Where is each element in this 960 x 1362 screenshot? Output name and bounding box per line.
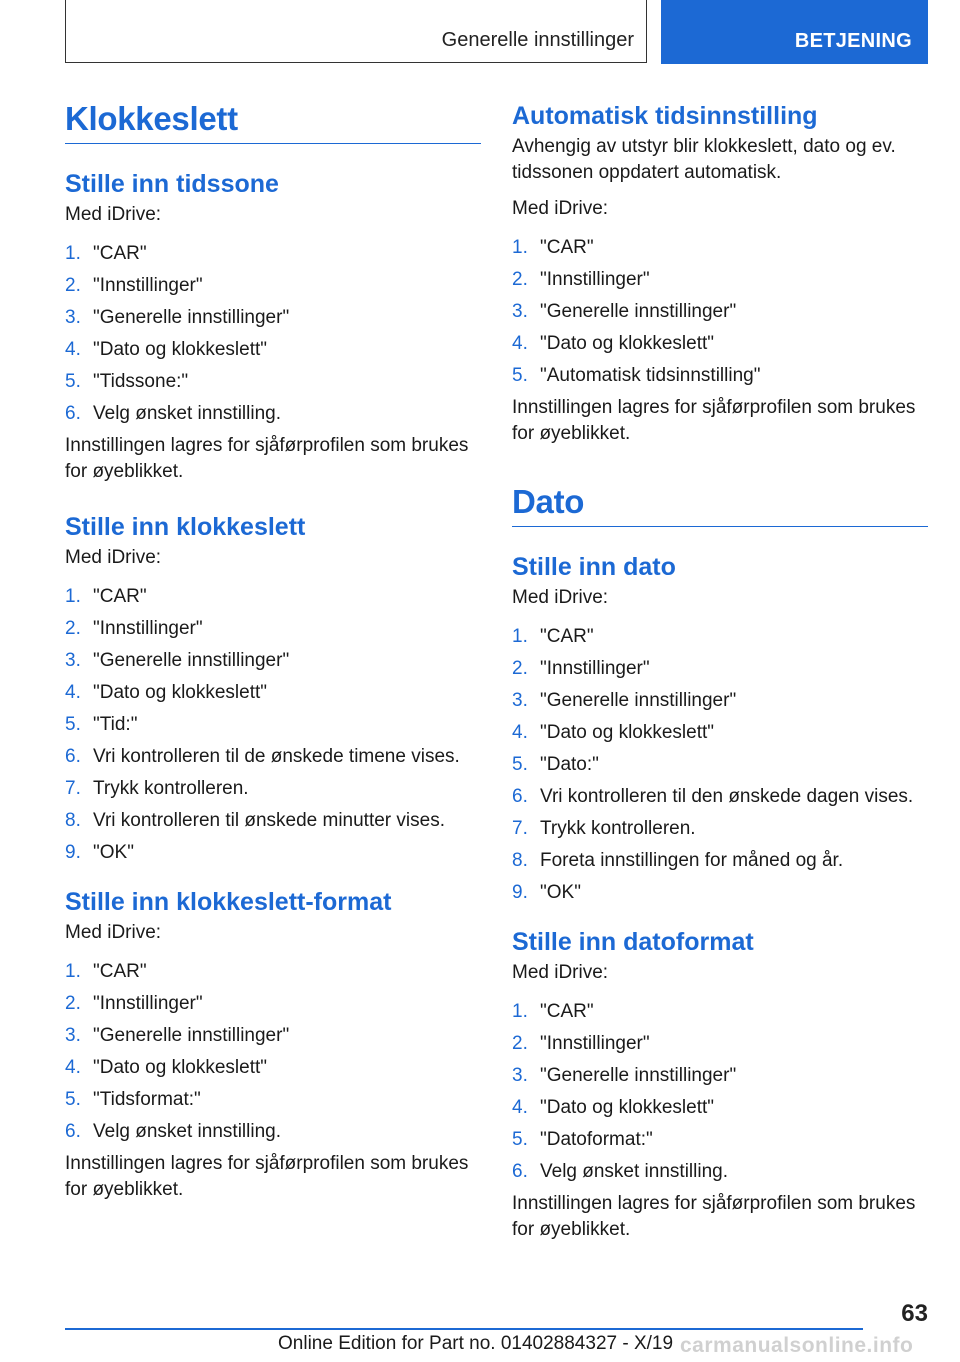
- step-text: "Dato og klokkeslett": [93, 1057, 268, 1078]
- step-number: 6.: [512, 1161, 528, 1182]
- list-item: [65, 805, 481, 837]
- step-text: Vri kontrolleren til den ønskede dagen vises.: [540, 786, 914, 807]
- list-item: [65, 1116, 481, 1148]
- step-text: "Generelle innstillinger": [540, 1065, 737, 1086]
- step-number: 4.: [512, 333, 528, 354]
- list-item: [65, 1052, 481, 1084]
- steps-list: [512, 621, 928, 909]
- note-text: Innstillingen lagres for sjåførprofilen som brukes for øyeblikket.: [65, 435, 469, 482]
- step-number: 2.: [512, 658, 528, 679]
- step-number: 3.: [65, 1025, 81, 1046]
- list-item: [65, 398, 481, 430]
- footer-edition: Online Edition for Part no. 01402884327 - X/19: [278, 1333, 674, 1354]
- step-number: 1.: [65, 586, 81, 607]
- page-number: 63: [901, 1300, 928, 1327]
- left-column: [65, 100, 481, 1203]
- description-text: Avhengig av utstyr blir klokkeslett, dato og ev. tidssonen oppdatert automatisk.: [512, 136, 896, 183]
- step-number: 2.: [512, 1033, 528, 1054]
- step-number: 4.: [512, 1097, 528, 1118]
- step-text: "CAR": [93, 243, 147, 264]
- page-header: [65, 0, 928, 64]
- intro-text: Med iDrive:: [512, 198, 609, 219]
- section-title: Generelle innstillinger: [441, 29, 634, 51]
- chapter-tab: [661, 0, 928, 64]
- list-item: [512, 717, 928, 749]
- intro-text: Med iDrive:: [65, 922, 162, 943]
- step-number: 6.: [65, 746, 81, 767]
- list-item: [65, 613, 481, 645]
- steps-list: [65, 238, 481, 430]
- step-text: "Dato og klokkeslett": [93, 682, 268, 703]
- step-number: 5.: [65, 371, 81, 392]
- intro-text: Med iDrive:: [512, 587, 609, 608]
- step-text: "Tid:": [93, 714, 138, 735]
- steps-list: [512, 996, 928, 1188]
- list-item: [512, 328, 928, 360]
- step-number: 8.: [512, 850, 528, 871]
- list-item: [512, 996, 928, 1028]
- right-column: [512, 100, 928, 1243]
- list-item: [512, 1092, 928, 1124]
- list-item: [65, 677, 481, 709]
- footer-divider: [65, 1328, 863, 1330]
- step-number: 1.: [512, 237, 528, 258]
- step-number: 5.: [512, 754, 528, 775]
- list-item: [65, 1020, 481, 1052]
- step-text: "OK": [540, 882, 581, 903]
- list-item: [512, 232, 928, 264]
- heading-tidssone: Stille inn tidssone: [65, 170, 279, 198]
- step-text: "Innstillinger": [93, 275, 203, 296]
- step-text: "CAR": [540, 1001, 594, 1022]
- step-text: "CAR": [540, 237, 594, 258]
- list-item: [512, 1028, 928, 1060]
- list-item: [65, 988, 481, 1020]
- step-number: 5.: [512, 1129, 528, 1150]
- step-text: "Innstillinger": [540, 658, 650, 679]
- step-number: 3.: [65, 307, 81, 328]
- heading-datoformat: Stille inn datoformat: [512, 928, 754, 956]
- steps-list: [65, 956, 481, 1148]
- step-text: Velg ønsket innstilling.: [93, 403, 281, 424]
- step-text: "Tidsformat:": [93, 1089, 201, 1110]
- intro-text: Med iDrive:: [512, 962, 609, 983]
- step-text: Vri kontrolleren til ønskede minutter vises.: [93, 810, 445, 831]
- step-text: "Dato:": [540, 754, 599, 775]
- step-number: 4.: [65, 682, 81, 703]
- list-item: [512, 813, 928, 845]
- list-item: [512, 877, 928, 909]
- list-item: [512, 845, 928, 877]
- step-number: 4.: [512, 722, 528, 743]
- step-text: Trykk kontrolleren.: [93, 778, 249, 799]
- heading-automatisk: Automatisk tidsinnstilling: [512, 102, 818, 130]
- list-item: [512, 749, 928, 781]
- step-number: 9.: [65, 842, 81, 863]
- list-item: [65, 302, 481, 334]
- step-number: 6.: [512, 786, 528, 807]
- step-number: 3.: [512, 301, 528, 322]
- note-text: Innstillingen lagres for sjåførprofilen som brukes for øyeblikket.: [512, 397, 916, 444]
- chapter-title: BETJENING: [794, 30, 912, 52]
- step-number: 8.: [65, 810, 81, 831]
- step-text: Velg ønsket innstilling.: [93, 1121, 281, 1142]
- step-text: "Generelle innstillinger": [93, 307, 290, 328]
- step-text: "Datoformat:": [540, 1129, 653, 1150]
- step-text: "Automatisk tidsinnstilling": [540, 365, 761, 386]
- step-number: 2.: [65, 993, 81, 1014]
- watermark: carmanualsonline.info: [680, 1334, 914, 1357]
- list-item: [65, 956, 481, 988]
- chapter-heading-klokkeslett: Klokkeslett: [65, 100, 481, 144]
- step-text: "Generelle innstillinger": [93, 1025, 290, 1046]
- step-number: 7.: [65, 778, 81, 799]
- step-text: Trykk kontrolleren.: [540, 818, 696, 839]
- step-text: "CAR": [93, 961, 147, 982]
- heading-dato: Stille inn dato: [512, 553, 676, 581]
- step-text: "Innstillinger": [540, 269, 650, 290]
- list-item: [512, 653, 928, 685]
- step-text: "Generelle innstillinger": [540, 301, 737, 322]
- step-number: 2.: [512, 269, 528, 290]
- list-item: [65, 645, 481, 677]
- list-item: [512, 1156, 928, 1188]
- step-text: "OK": [93, 842, 134, 863]
- step-text: "Generelle innstillinger": [93, 650, 290, 671]
- step-text: "CAR": [93, 586, 147, 607]
- step-text: Vri kontrolleren til de ønskede timene vises.: [93, 746, 460, 767]
- step-text: "CAR": [540, 626, 594, 647]
- list-item: [65, 709, 481, 741]
- step-text: "Dato og klokkeslett": [540, 333, 715, 354]
- list-item: [512, 1060, 928, 1092]
- step-text: "Innstillinger": [93, 618, 203, 639]
- list-item: [512, 1124, 928, 1156]
- steps-list: [512, 232, 928, 392]
- step-number: 2.: [65, 618, 81, 639]
- step-number: 4.: [65, 1057, 81, 1078]
- step-text: "Tidssone:": [93, 371, 189, 392]
- list-item: [65, 270, 481, 302]
- step-text: Velg ønsket innstilling.: [540, 1161, 728, 1182]
- step-number: 1.: [512, 626, 528, 647]
- step-number: 5.: [65, 1089, 81, 1110]
- list-item: [65, 773, 481, 805]
- step-text: "Dato og klokkeslett": [93, 339, 268, 360]
- steps-list: [65, 581, 481, 869]
- step-number: 3.: [65, 650, 81, 671]
- list-item: [512, 264, 928, 296]
- note-text: Innstillingen lagres for sjåførprofilen som brukes for øyeblikket.: [512, 1193, 916, 1240]
- list-item: [65, 1084, 481, 1116]
- list-item: [65, 366, 481, 398]
- step-number: 4.: [65, 339, 81, 360]
- step-text: "Innstillinger": [540, 1033, 650, 1054]
- step-number: 6.: [65, 403, 81, 424]
- list-item: [65, 334, 481, 366]
- list-item: [512, 781, 928, 813]
- note-text: Innstillingen lagres for sjåførprofilen som brukes for øyeblikket.: [65, 1153, 469, 1200]
- list-item: [65, 581, 481, 613]
- step-number: 5.: [65, 714, 81, 735]
- list-item: [512, 296, 928, 328]
- list-item: [512, 621, 928, 653]
- step-number: 5.: [512, 365, 528, 386]
- intro-text: Med iDrive:: [65, 547, 162, 568]
- list-item: [65, 238, 481, 270]
- step-number: 3.: [512, 1065, 528, 1086]
- step-number: 7.: [512, 818, 528, 839]
- step-text: "Generelle innstillinger": [540, 690, 737, 711]
- step-text: "Dato og klokkeslett": [540, 722, 715, 743]
- list-item: [512, 685, 928, 717]
- step-number: 1.: [65, 243, 81, 264]
- step-number: 6.: [65, 1121, 81, 1142]
- step-text: "Dato og klokkeslett": [540, 1097, 715, 1118]
- step-number: 1.: [512, 1001, 528, 1022]
- intro-text: Med iDrive:: [65, 204, 162, 225]
- step-number: 9.: [512, 882, 528, 903]
- section-header-box: [65, 0, 647, 63]
- list-item: [512, 360, 928, 392]
- step-text: "Innstillinger": [93, 993, 203, 1014]
- list-item: [65, 837, 481, 869]
- heading-klokkeslett: Stille inn klokkeslett: [65, 513, 306, 541]
- chapter-heading-dato: Dato: [512, 483, 928, 527]
- step-number: 3.: [512, 690, 528, 711]
- step-number: 2.: [65, 275, 81, 296]
- step-text: Foreta innstillingen for måned og år.: [540, 850, 844, 871]
- step-number: 1.: [65, 961, 81, 982]
- list-item: [65, 741, 481, 773]
- heading-klokkeslett-format: Stille inn klokkeslett-format: [65, 888, 392, 916]
